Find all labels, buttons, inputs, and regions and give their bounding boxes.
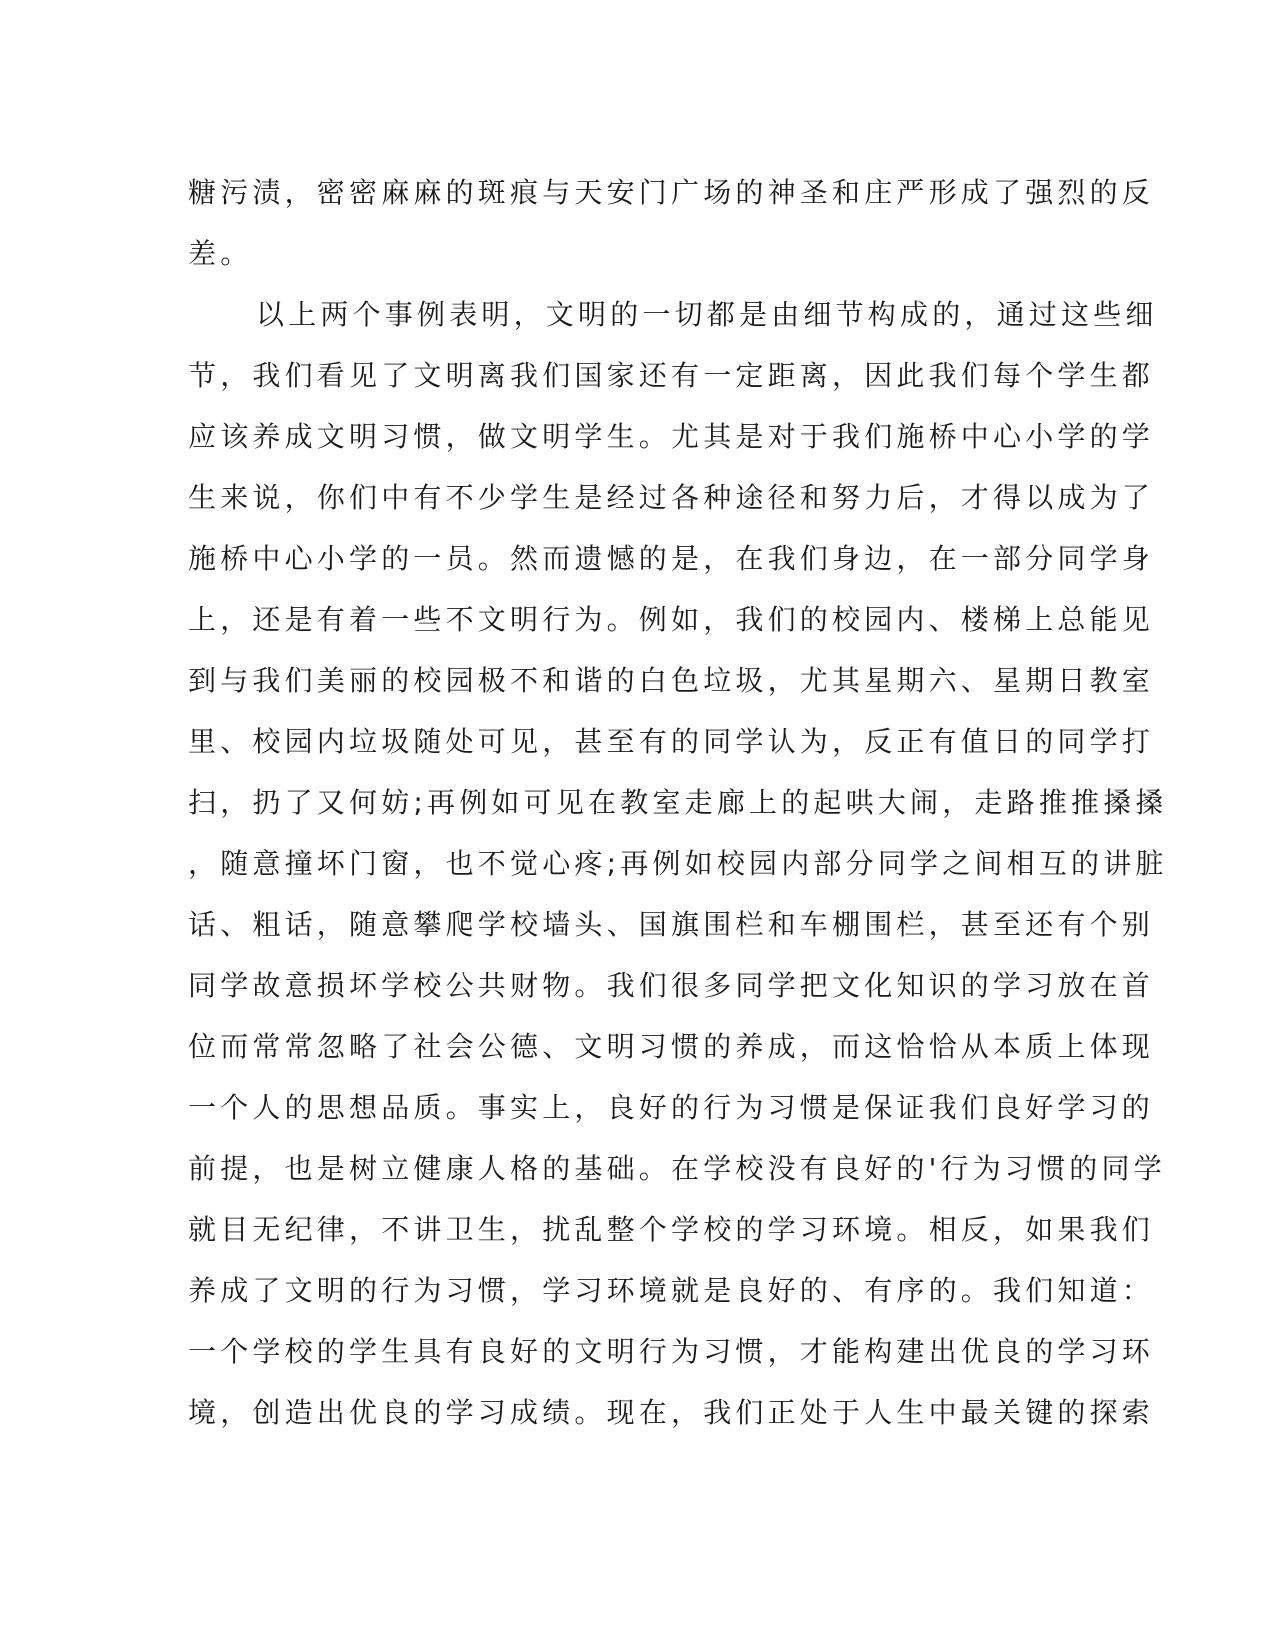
text-line: 应该养成文明习惯，做文明学生。尤其是对于我们施桥中心小学的学 (188, 420, 1155, 453)
text-line: 糖污渍，密密麻麻的斑痕与天安门广场的神圣和庄严形成了强烈的反 (188, 176, 1155, 209)
text-line: 差。 (188, 237, 253, 270)
text-line: 到与我们美丽的校园极不和谐的白色垃圾，尤其星期六、星期日教室 (188, 664, 1155, 697)
text-line: 上，还是有着一些不文明行为。例如，我们的校园内、楼梯上总能见 (188, 603, 1155, 636)
text-line: 一个人的思想品质。事实上，良好的行为习惯是保证我们良好学习的 (188, 1091, 1155, 1124)
text-line: 养成了文明的行为习惯，学习环境就是良好的、有序的。我们知道： (188, 1274, 1155, 1307)
text-line: 生来说，你们中有不少学生是经过各种途径和努力后，才得以成为了 (188, 481, 1155, 514)
paragraph-first-line: 以上两个事例表明，文明的一切都是由细节构成的，通过这些细 (256, 298, 1158, 331)
text-line: ，随意撞坏门窗，也不觉心疼;再例如校园内部分同学之间相互的讲脏 (188, 847, 1168, 880)
text-line: 前提，也是树立健康人格的基础。在学校没有良好的'行为习惯的同学 (188, 1152, 1166, 1185)
text-line: 里、校园内垃圾随处可见，甚至有的同学认为，反正有值日的同学打 (188, 725, 1155, 758)
text-line: 施桥中心小学的一员。然而遗憾的是，在我们身边，在一部分同学身 (188, 542, 1155, 575)
text-line: 扫，扔了又何妨;再例如可见在教室走廊上的起哄大闹，走路推推搡搡 (188, 786, 1168, 819)
body-text (188, 162, 1168, 1443)
text-line: 一个学校的学生具有良好的文明行为习惯，才能构建出优良的学习环 (188, 1335, 1155, 1368)
text-line: 位而常常忽略了社会公德、文明习惯的养成，而这恰恰从本质上体现 (188, 1030, 1155, 1063)
text-line: 境，创造出优良的学习成绩。现在，我们正处于人生中最关键的探索 (188, 1396, 1155, 1429)
text-line: 同学故意损坏学校公共财物。我们很多同学把文化知识的学习放在首 (188, 969, 1155, 1002)
text-line: 节，我们看见了文明离我们国家还有一定距离，因此我们每个学生都 (188, 359, 1155, 392)
text-line: 就目无纪律，不讲卫生，扰乱整个学校的学习环境。相反，如果我们 (188, 1213, 1155, 1246)
text-line: 话、粗话，随意攀爬学校墙头、国旗围栏和车棚围栏，甚至还有个别 (188, 908, 1155, 941)
